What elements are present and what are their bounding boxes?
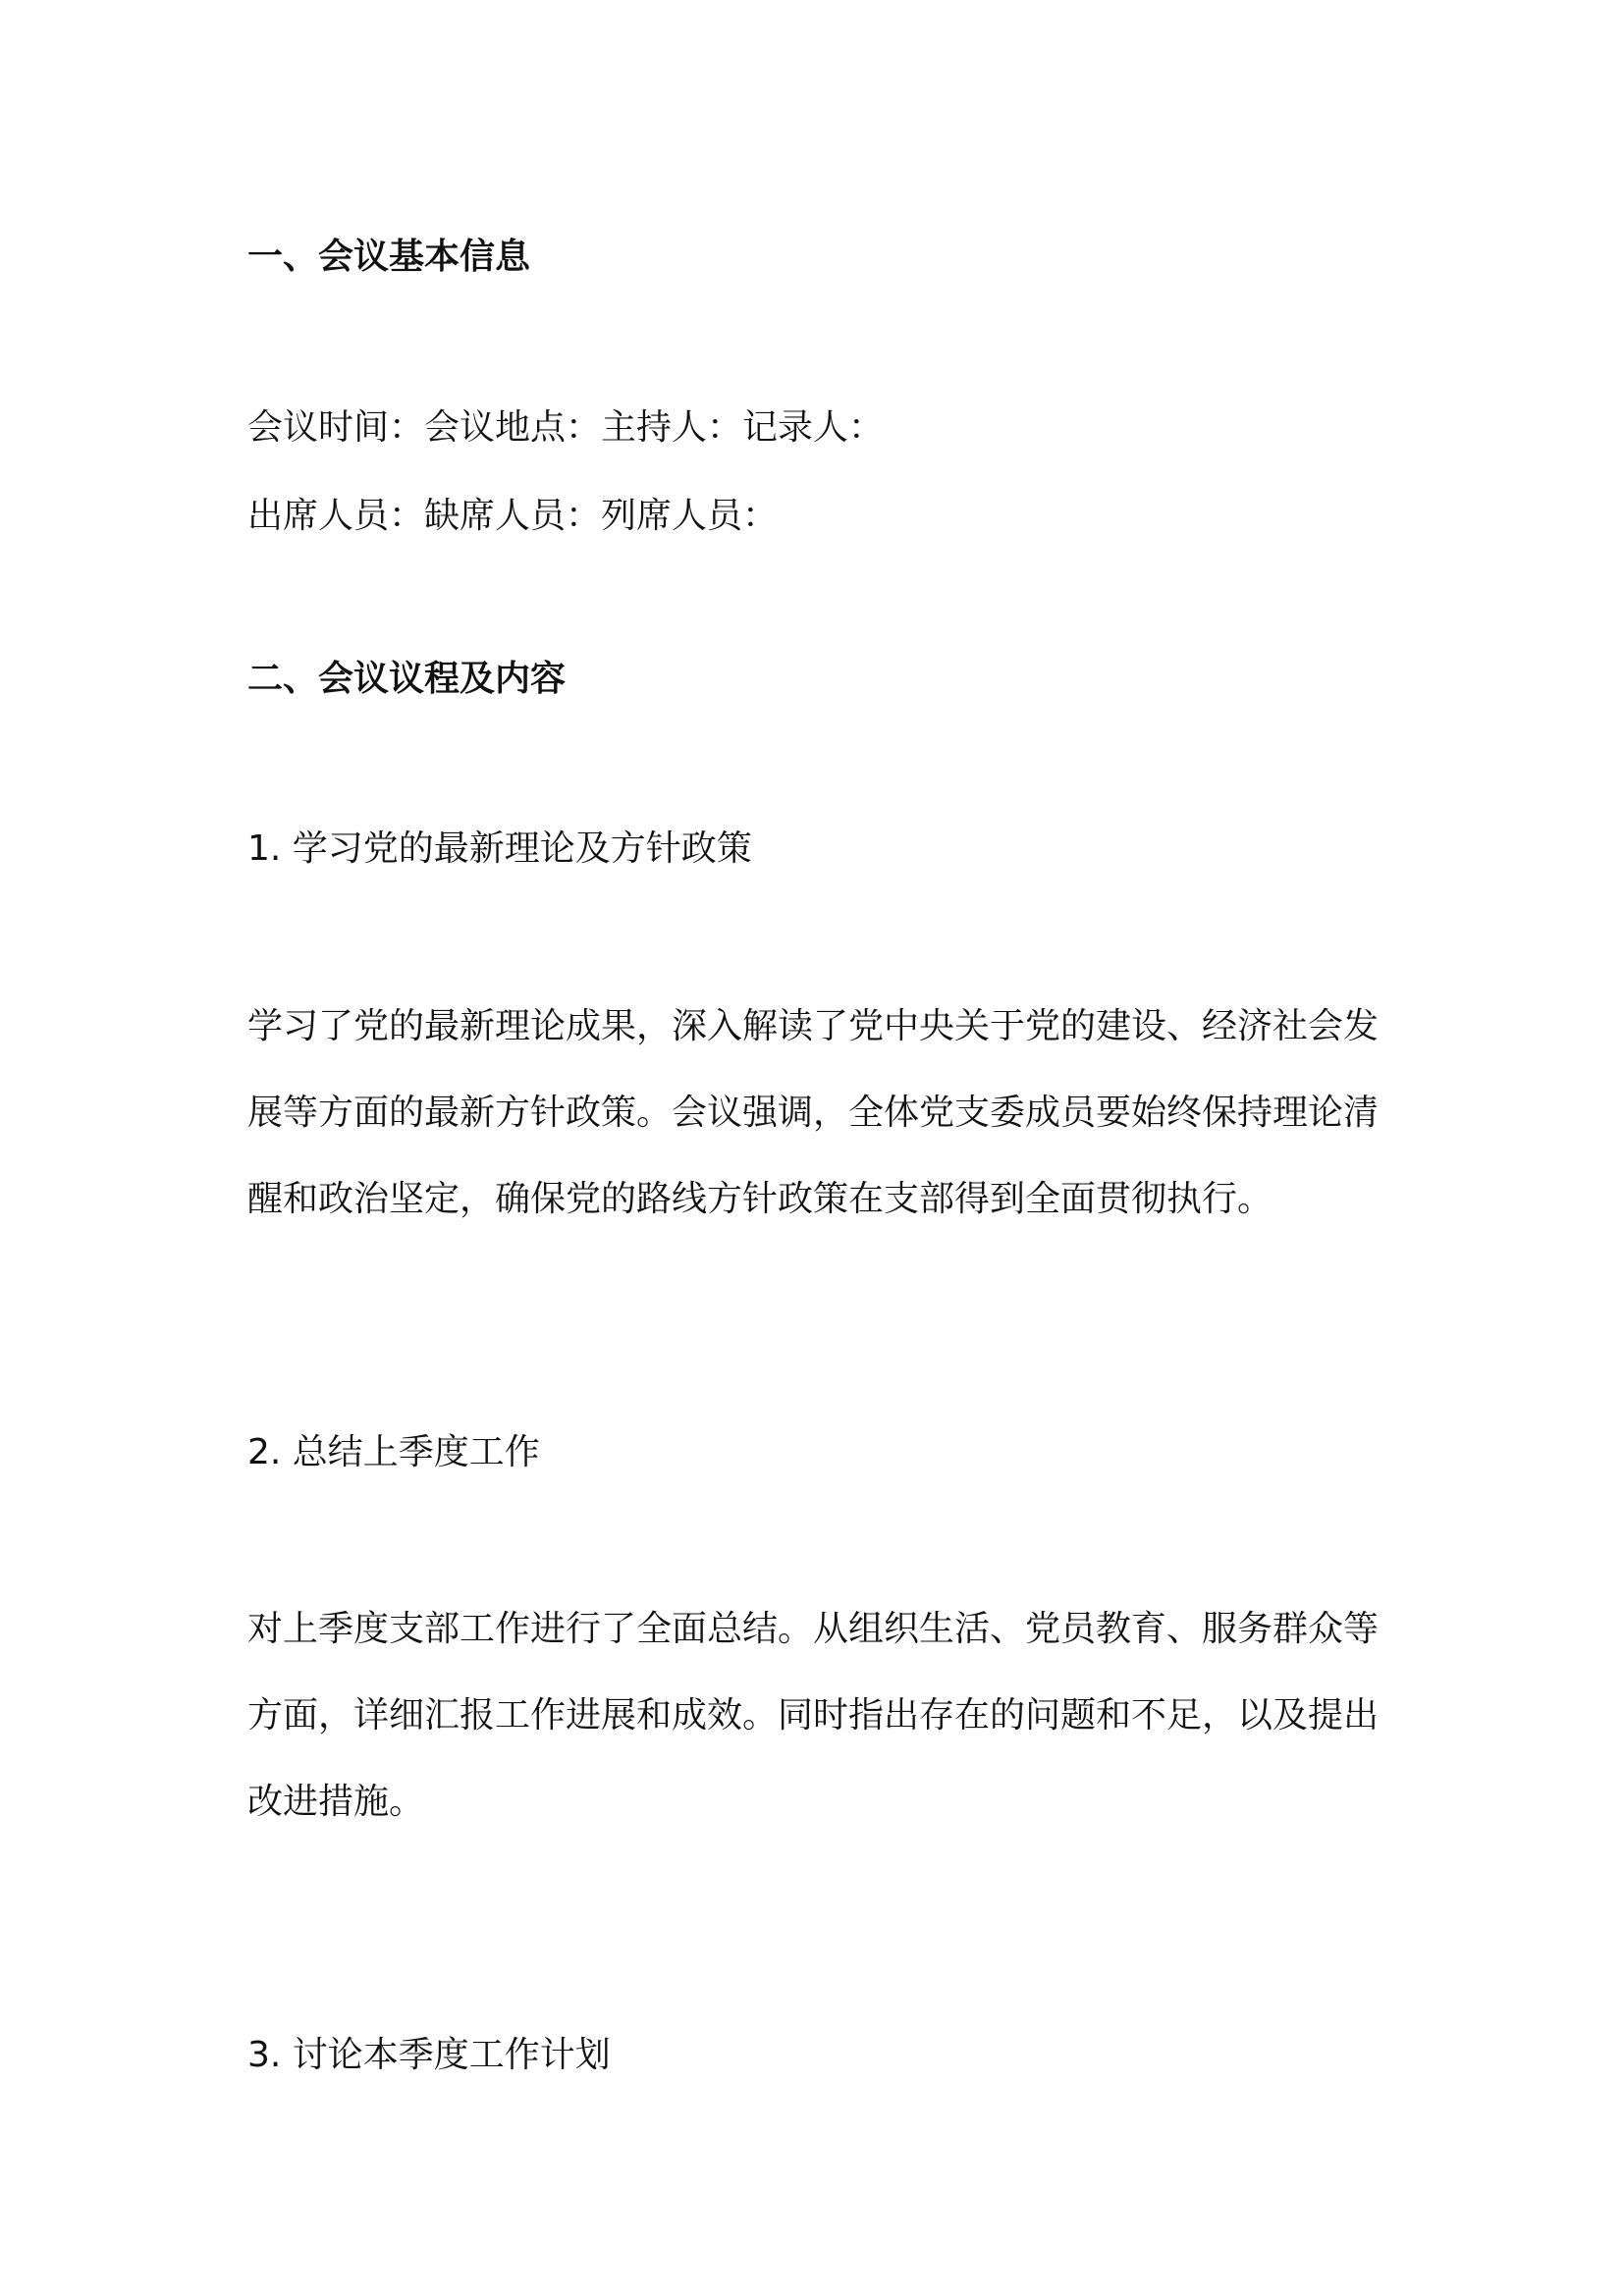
paragraph-line: 对上季度支部工作进行了全面总结。从组织生活、党员教育、服务群众等 [247, 1609, 1380, 1649]
section-2-heading: 二、会议议程及内容 [247, 659, 567, 699]
agenda-item-3-title: 3. 讨论本季度工作计划 [247, 2035, 611, 2075]
agenda-item-1-paragraph [247, 984, 1386, 1243]
agenda-item-2-paragraph [247, 1586, 1386, 1845]
paragraph-line: 方面，详细汇报工作进展和成效。同时指出存在的问题和不足，以及提出 [247, 1695, 1380, 1735]
paragraph-line: 醒和政治坚定，确保党的路线方针政策在支部得到全面贯彻执行。 [247, 1179, 1273, 1219]
section-1-heading: 一、会议基本信息 [247, 237, 531, 277]
paragraph-line: 改进措施。 [247, 1782, 425, 1822]
meeting-info-line-2: 出席人员：缺席人员：列席人员： [247, 496, 779, 536]
agenda-item-2-title: 2. 总结上季度工作 [247, 1432, 540, 1472]
paragraph-line: 学习了党的最新理论成果，深入解读了党中央关于党的建设、经济社会发 [247, 1006, 1380, 1046]
agenda-item-1-title: 1. 学习党的最新理论及方针政策 [247, 828, 752, 869]
paragraph-line: 展等方面的最新方针政策。会议强调，全体党支委成员要始终保持理论清 [247, 1093, 1380, 1133]
meeting-info-line-1: 会议时间：会议地点：主持人：记录人： [247, 407, 885, 448]
